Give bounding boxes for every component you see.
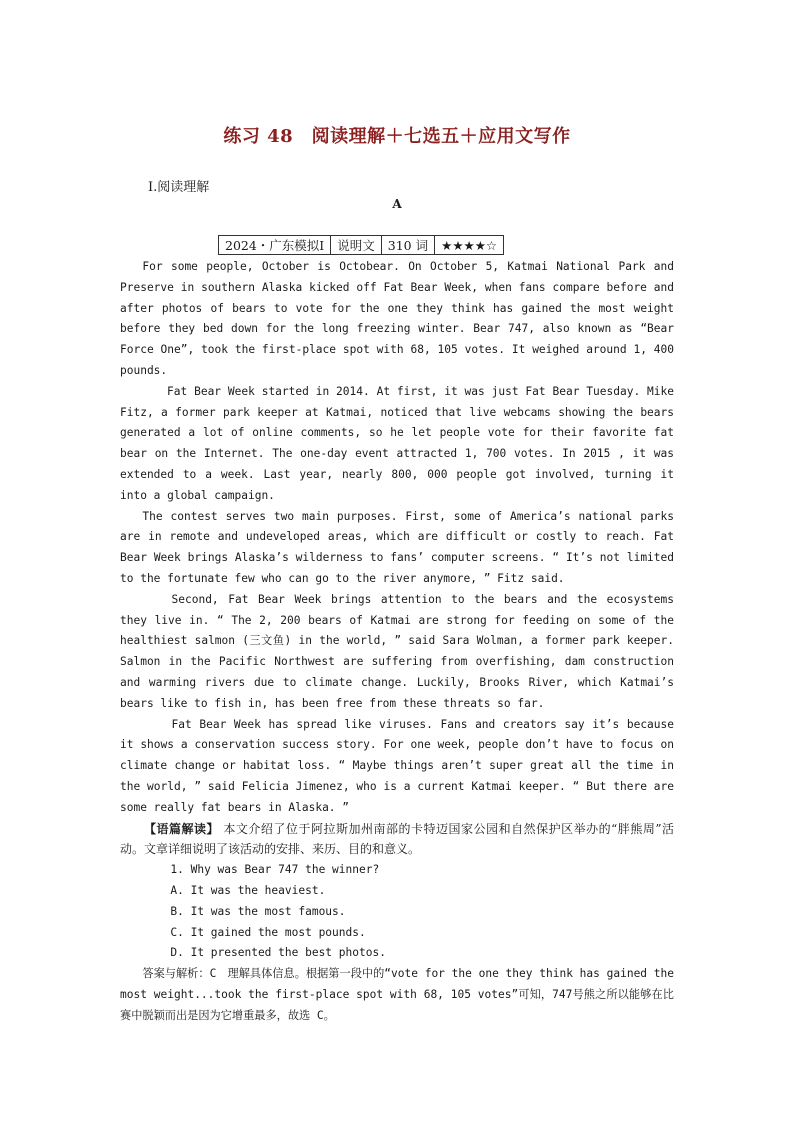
paragraph-3: The contest serves two main purposes. First, some of America’s national parks are in remote and undeveloped areas, which are difficult or costly to reach. Fat Bear Week brings Alaska’s wilderness to fans’ computer screens. “ It’s not limited to the fortunate few who can go to the river anymore, ” Fitz said. (120, 509, 674, 585)
page-title: 练习 48 阅读理解＋七选五＋应用文写作 (223, 126, 571, 147)
option-a: A. It was the heaviest. (170, 883, 326, 897)
paragraph-4: Second, Fat Bear Week brings attention to the bears and the ecosystems they live in. “ The 2, 200 bears of Katmai are strong for feeding on some of the healthiest salmon (三文鱼) in the world, ” said Sara Wolman, a former park keeper. Salmon in the Pacific Northwest are suffering from overfishing, dam construction and warming rivers due to climate change. Luckily, Brooks River, which Katmai’s bears like to fish in, has been free from these threats so far. (120, 592, 674, 710)
info-genre: 说明文 (331, 236, 382, 255)
option-c: C. It gained the most pounds. (170, 925, 366, 939)
part-letter: A (392, 197, 402, 211)
analysis-text: 本文介绍了位于阿拉斯加州南部的卡特迈国家公园和自然保护区举办的“胖熊周”活动。文章详细说明了该活动的安排、来历、目的和意义。 (120, 821, 674, 857)
passage-analysis (120, 819, 674, 861)
question-1: 1. Why was Bear 747 the winner? (170, 863, 380, 877)
paragraph-1: For some people, October is Octobear. On October 5, Katmai National Park and Preserve in southern Alaska kicked off Fat Bear Week, when fans compare before and after photos of bears to vote for the one they think has gained the most weight before they bed down for the long freezing winter. Bear 747, also known as “Bear Force One”, took the first-place spot with 68, 105 votes. It weighed around 1, 400 pounds. (120, 260, 674, 377)
info-word-count: 310 词 (381, 236, 434, 255)
section-heading: Ⅰ.阅读理解 (148, 180, 210, 195)
info-difficulty: ★★★★☆ (435, 236, 504, 255)
answer-explanation: 答案与解析：C 理解具体信息。根据第一段中的“vote for the one they think has gained the most weight...took the first-place spot with 68, 105 votes”可知，747号熊之所以能够在比赛中脱颖而出是因为它增重最多，故选 C。 (120, 967, 674, 1022)
info-source: 2024・广东模拟Ⅰ (219, 236, 331, 255)
passage-info-table (218, 235, 504, 255)
option-d: D. It presented the best photos. (170, 946, 386, 960)
info-row (219, 236, 504, 255)
option-b: B. It was the most famous. (170, 904, 346, 918)
paragraph-5: Fat Bear Week has spread like viruses. Fans and creators say it’s because it shows a conservation success story. For one week, people don’t have to focus on climate change or habitat loss. “ Maybe things aren’t super great all the time in the world, ” said Felicia Jimenez, who is a current Katmai keeper. “ But there are some really fat bears in Alaska. ” (120, 717, 674, 814)
passage-body (120, 257, 674, 1026)
paragraph-2: Fat Bear Week started in 2014. At first, it was just Fat Bear Tuesday. Mike Fitz, a former park keeper at Katmai, noticed that live webcams showing the bears generated a lot of online comments, so he let people vote for their favorite fat bear on the Internet. The one-day event attracted 1, 700 votes. In 2015 , it was extended to a week. Last year, nearly 800, 000 people got involved, turning it into a global campaign. (120, 384, 674, 502)
analysis-label: 【语篇解读】 (144, 821, 220, 836)
